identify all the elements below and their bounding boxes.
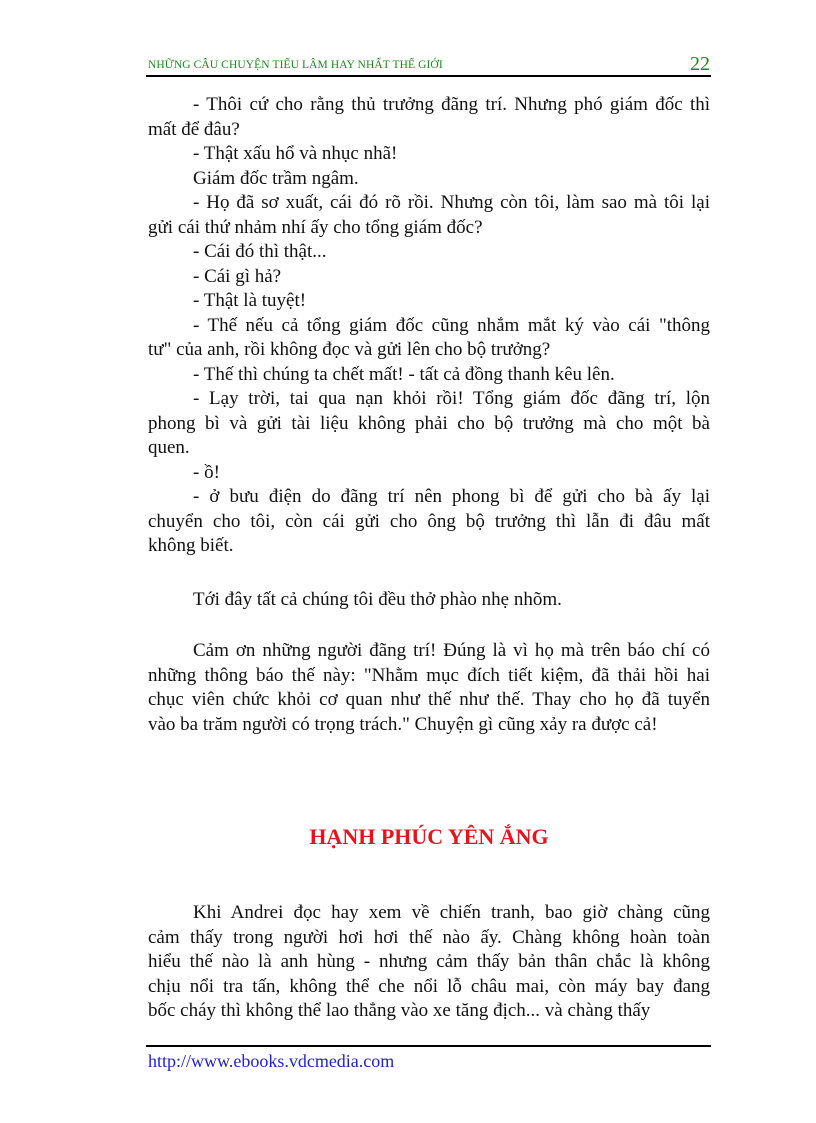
dialogue-paragraph <box>148 191 710 240</box>
text-line: gửi cái thứ nhảm nhí ấy cho tổng giám đốc? <box>148 216 483 238</box>
text-line: Cảm ơn những người đãng trí! Đúng là vì họ mà trên báo chí có <box>193 640 710 661</box>
dialogue-paragraph <box>148 93 710 142</box>
text-line: mất để đâu? <box>148 118 240 140</box>
text-line: - Lạy trời, tai qua nạn khỏi rồi! Tổng giám đốc đãng trí, lộn <box>193 388 710 409</box>
text-line: chuyển cho tôi, còn cái gửi cho ông bộ trưởng thì lẫn đi đâu mất <box>148 510 710 532</box>
text-line: Giám đốc trầm ngâm. <box>193 167 359 189</box>
text-line: - Cái đó thì thật... <box>193 241 327 262</box>
dialogue-paragraph <box>148 485 710 559</box>
text-line: bốc cháy thì không thể lao thẳng vào xe tăng địch... và chàng thấy <box>148 1000 651 1021</box>
dialogue-paragraph <box>148 289 710 314</box>
text-line: cảm thấy trong người hơi hơi thế nào ấy. Chàng không hoàn toàn <box>148 926 710 948</box>
text-line: - Thế thì chúng ta chết mất! - tất cả đồng thanh kêu lên. <box>193 363 615 385</box>
dialogue-paragraph <box>148 142 710 167</box>
dialogue-paragraph <box>148 461 710 486</box>
book-title: NHỮNG CÂU CHUYỆN TIẾU LÂM HAY NHẤT THẾ GIỚI <box>148 59 443 71</box>
text-line: Khi Andrei đọc hay xem về chiến tranh, bao giờ chàng cũng <box>193 902 710 923</box>
text-line: những thông báo thế này: "Nhằm mục đích tiết kiệm, đã thải hồi hai <box>148 664 710 686</box>
dialogue-paragraph <box>148 363 710 388</box>
text-line: quen. <box>148 437 190 458</box>
page-number: 22 <box>690 53 710 75</box>
text-line: hiểu thế nào là anh hùng - nhưng cảm thấy bản thân chắc là không <box>148 951 710 972</box>
relief-paragraph <box>148 588 710 613</box>
story-title: HẠNH PHÚC YÊN ẮNG <box>309 824 549 849</box>
text-line: vào ba trăm người có trọng trách." Chuyện gì cũng xảy ra được cả! <box>148 713 658 735</box>
closing-paragraph <box>148 639 710 737</box>
footer-rule <box>146 1045 711 1047</box>
text-line: - ở bưu điện do đãng trí nên phong bì để gửi cho bà ấy lại <box>193 486 710 507</box>
text-line: - Thế nếu cả tổng giám đốc cũng nhắm mắt ký vào cái "thông <box>193 314 710 336</box>
dialogue-paragraph <box>148 314 710 363</box>
dialogue-paragraph <box>148 265 710 290</box>
running-header <box>148 55 710 75</box>
text-line: - Họ đã sơ xuất, cái đó rõ rồi. Nhưng còn tôi, làm sao mà tôi lại <box>193 192 710 213</box>
text-line: - Thôi cứ cho rằng thủ trưởng đãng trí. Nhưng phó giám đốc thì <box>193 94 710 115</box>
text-line: chịu nổi tra tấn, không thể che nổi lỗ châu mai, còn máy bay đang <box>148 975 710 997</box>
text-line: - Thật xấu hổ và nhục nhã! <box>193 143 398 164</box>
dialogue-paragraph <box>148 387 710 461</box>
text-line: chục viên chức khỏi cơ quan như thế như thế. Thay cho họ đã tuyển <box>148 689 710 710</box>
text-line: phong bì và gửi tài liệu không phải cho bộ trưởng mà cho một bà <box>148 412 710 434</box>
dialogue-block <box>148 93 710 559</box>
dialogue-paragraph <box>148 240 710 265</box>
story-opening-paragraph <box>148 901 710 1024</box>
text-line: Tới đây tất cả chúng tôi đều thở phào nhẹ nhõm. <box>193 589 562 610</box>
text-line: - Thật là tuyệt! <box>193 290 307 311</box>
dialogue-paragraph <box>148 167 710 192</box>
text-line: - Cái gì hả? <box>193 265 282 287</box>
header-rule <box>146 75 711 77</box>
footer-link[interactable]: http://www.ebooks.vdcmedia.com <box>148 1051 395 1071</box>
text-line: tư" của anh, rồi không đọc và gửi lên cho bộ trưởng? <box>148 339 551 360</box>
text-line: - ồ! <box>193 461 220 483</box>
text-line: không biết. <box>148 535 234 556</box>
